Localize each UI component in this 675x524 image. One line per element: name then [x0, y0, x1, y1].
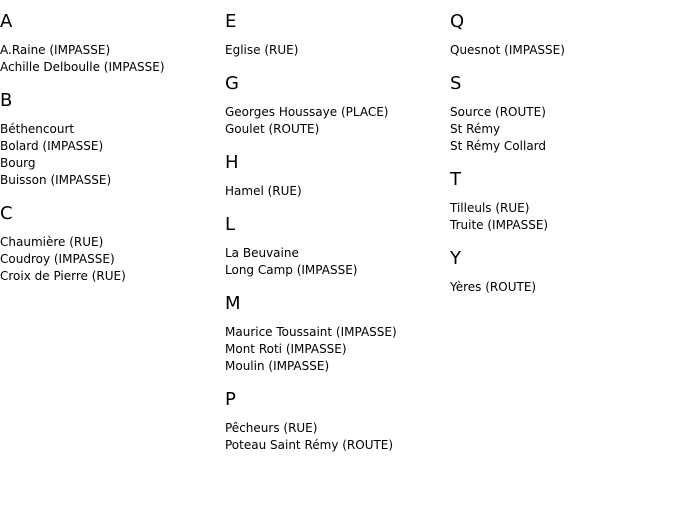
street-link[interactable]: Mont Roti (IMPASSE)	[225, 342, 347, 356]
letter-group	[450, 73, 672, 155]
street-link[interactable]: Moulin (IMPASSE)	[225, 359, 330, 373]
street-link[interactable]: Poteau Saint Rémy (ROUTE)	[225, 438, 394, 452]
letter-heading: Y	[450, 248, 461, 269]
letter-heading: T	[450, 169, 461, 190]
letter-heading: Q	[450, 11, 465, 32]
letter-group	[225, 73, 447, 138]
street-link[interactable]: La Beuvaine	[225, 246, 299, 260]
street-list	[450, 200, 672, 234]
street-list	[225, 104, 447, 138]
letter-group	[0, 203, 222, 285]
letter-heading: A	[0, 11, 13, 32]
street-link[interactable]: Maurice Toussaint (IMPASSE)	[225, 325, 397, 339]
street-link[interactable]: Buisson (IMPASSE)	[0, 173, 112, 187]
street-link[interactable]: Béthencourt	[0, 122, 75, 136]
letter-group	[450, 11, 672, 59]
street-link[interactable]: Chaumière (RUE)	[0, 235, 104, 249]
street-column	[0, 11, 222, 299]
letter-heading: P	[225, 389, 236, 410]
street-link[interactable]: Pêcheurs (RUE)	[225, 421, 318, 435]
letter-group	[225, 293, 447, 375]
letter-heading: L	[225, 214, 236, 235]
street-list	[450, 104, 672, 155]
street-link[interactable]: Croix de Pierre (RUE)	[0, 269, 126, 283]
street-list	[225, 324, 447, 375]
street-link[interactable]: Yères (ROUTE)	[450, 280, 537, 294]
letter-heading: E	[225, 11, 237, 32]
street-link[interactable]: A.Raine (IMPASSE)	[0, 43, 111, 57]
letter-heading: G	[225, 73, 239, 94]
letter-group	[450, 169, 672, 234]
street-link[interactable]: Source (ROUTE)	[450, 105, 546, 119]
street-link[interactable]: Eglise (RUE)	[225, 43, 299, 57]
street-link[interactable]: Bourg	[0, 156, 36, 170]
street-link[interactable]: Truite (IMPASSE)	[450, 218, 549, 232]
street-list	[0, 121, 222, 189]
street-link[interactable]: Achille Delboulle (IMPASSE)	[0, 60, 165, 74]
street-list	[225, 42, 447, 59]
street-list	[0, 234, 222, 285]
street-list	[450, 42, 672, 59]
street-link[interactable]: Goulet (ROUTE)	[225, 122, 320, 136]
letter-heading: H	[225, 152, 239, 173]
street-list	[225, 420, 447, 454]
street-link[interactable]: Tilleuls (RUE)	[450, 201, 530, 215]
street-link[interactable]: Long Camp (IMPASSE)	[225, 263, 358, 277]
letter-group	[225, 214, 447, 279]
letter-heading: S	[450, 73, 462, 94]
letter-heading: C	[0, 203, 13, 224]
street-list	[225, 183, 447, 200]
street-link[interactable]: Coudroy (IMPASSE)	[0, 252, 115, 266]
street-link[interactable]: Georges Houssaye (PLACE)	[225, 105, 389, 119]
letter-group	[450, 248, 672, 296]
street-column	[225, 11, 447, 468]
street-link[interactable]: St Rémy Collard	[450, 139, 547, 153]
street-link[interactable]: Bolard (IMPASSE)	[0, 139, 104, 153]
street-link[interactable]: St Rémy	[450, 122, 501, 136]
street-column	[450, 11, 672, 310]
letter-heading: B	[0, 90, 13, 111]
letter-group	[225, 389, 447, 454]
street-list	[225, 245, 447, 279]
street-list	[0, 42, 222, 76]
street-link[interactable]: Quesnot (IMPASSE)	[450, 43, 565, 57]
letter-group	[0, 90, 222, 189]
letter-heading: M	[225, 293, 241, 314]
letter-group	[0, 11, 222, 76]
letter-group	[225, 152, 447, 200]
letter-group	[225, 11, 447, 59]
street-link[interactable]: Hamel (RUE)	[225, 184, 302, 198]
street-list	[450, 279, 672, 296]
